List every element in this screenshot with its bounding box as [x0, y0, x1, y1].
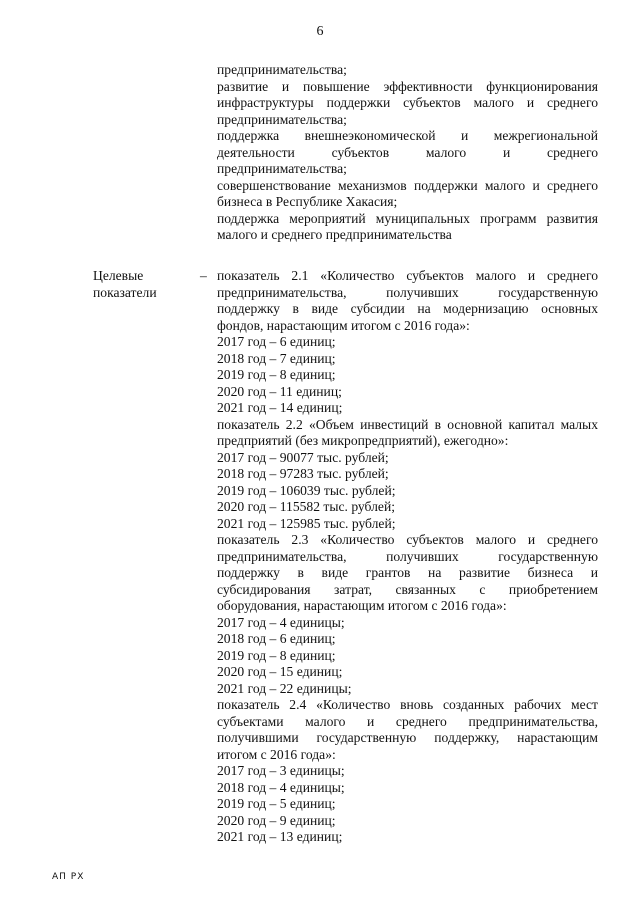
text-line: 2020 год – 115582 тыс. рублей;: [217, 499, 395, 514]
label-dash: –: [200, 268, 207, 283]
text-line: 2021 год – 14 единиц;: [217, 400, 343, 415]
page-number: 6: [316, 24, 324, 39]
text-line: предпринимательства;: [217, 161, 347, 176]
targets-text-block: [217, 268, 598, 846]
text-line: предпринимательства, получивших государственную: [217, 284, 598, 300]
text-line: 2021 год – 13 единиц;: [217, 829, 343, 844]
text-line: бизнеса в Республике Хакасия;: [217, 194, 398, 209]
text-line: деятельности субъектов малого и среднего: [217, 144, 598, 160]
footer-mark: АП РХ: [52, 872, 85, 882]
text-line: предпринимательства;: [217, 111, 347, 127]
text-line: фондов, нарастающим итогом с 2016 года»:: [217, 317, 470, 333]
text-line: субсидирования затрат, связанных с приобретением: [217, 581, 598, 597]
text-line: развитие и повышение эффективности функционирования: [217, 78, 598, 94]
section-label: [93, 268, 193, 301]
text-line: 2018 год – 7 единиц;: [217, 350, 336, 366]
text-line: 2020 год – 15 единиц;: [217, 664, 343, 679]
text-line: 2020 год – 9 единиц;: [217, 812, 336, 828]
text-line: 2017 год – 3 единицы;: [217, 763, 345, 778]
text-line: субъектами малого и среднего предпринимательства,: [217, 713, 598, 729]
text-line: 2017 год – 4 единицы;: [217, 614, 345, 630]
text-line: совершенствование механизмов поддержки малого и среднего: [217, 177, 598, 193]
text-line: получившими государственную поддержку, нарастающим: [217, 730, 598, 745]
text-line: 2019 год – 8 единиц;: [217, 367, 336, 382]
text-line: итогом с 2016 года»:: [217, 746, 336, 762]
text-line: малого и среднего предпринимательства: [217, 227, 452, 242]
text-line: предпринимательства;: [217, 62, 347, 77]
text-line: показатель 2.4 «Количество вновь созданных рабочих мест: [217, 697, 598, 712]
text-line: поддержка мероприятий муниципальных программ развития: [217, 210, 598, 226]
text-line: поддержку в виде грантов на развитие бизнеса и: [217, 565, 598, 580]
text-line: 2021 год – 125985 тыс. рублей;: [217, 515, 396, 531]
text-line: предпринимательства, получивших государственную: [217, 548, 598, 564]
text-line: 2021 год – 22 единицы;: [217, 680, 352, 696]
top-text-block: [217, 62, 598, 244]
text-line: 2019 год – 106039 тыс. рублей;: [217, 482, 396, 498]
text-line: 2020 год – 11 единиц;: [217, 383, 342, 399]
text-line: 2018 год – 6 единиц;: [217, 631, 336, 646]
label-line: Целевые: [93, 268, 144, 283]
text-line: 2017 год – 90077 тыс. рублей;: [217, 449, 389, 465]
text-line: инфраструктуры поддержки субъектов малого и среднего: [217, 95, 598, 110]
text-line: оборудования, нарастающим итогом с 2016 года»:: [217, 598, 507, 613]
text-line: 2019 год – 8 единиц;: [217, 647, 336, 663]
label-line: показатели: [93, 284, 157, 300]
text-line: поддержку в виде субсидии на модернизацию основных: [217, 301, 598, 316]
text-line: предприятий (без микропредприятий), ежегодно»:: [217, 433, 509, 448]
text-line: 2017 год – 6 единиц;: [217, 334, 336, 349]
text-line: поддержка внешнеэкономической и межрегиональной: [217, 128, 598, 143]
text-line: 2018 год – 4 единицы;: [217, 779, 345, 795]
text-line: показатель 2.2 «Объем инвестиций в основной капитал малых: [217, 416, 598, 432]
text-line: 2018 год – 97283 тыс. рублей;: [217, 466, 389, 481]
text-line: 2019 год – 5 единиц;: [217, 796, 336, 811]
text-line: показатель 2.1 «Количество субъектов малого и среднего: [217, 268, 598, 283]
text-line: показатель 2.3 «Количество субъектов малого и среднего: [217, 532, 598, 547]
